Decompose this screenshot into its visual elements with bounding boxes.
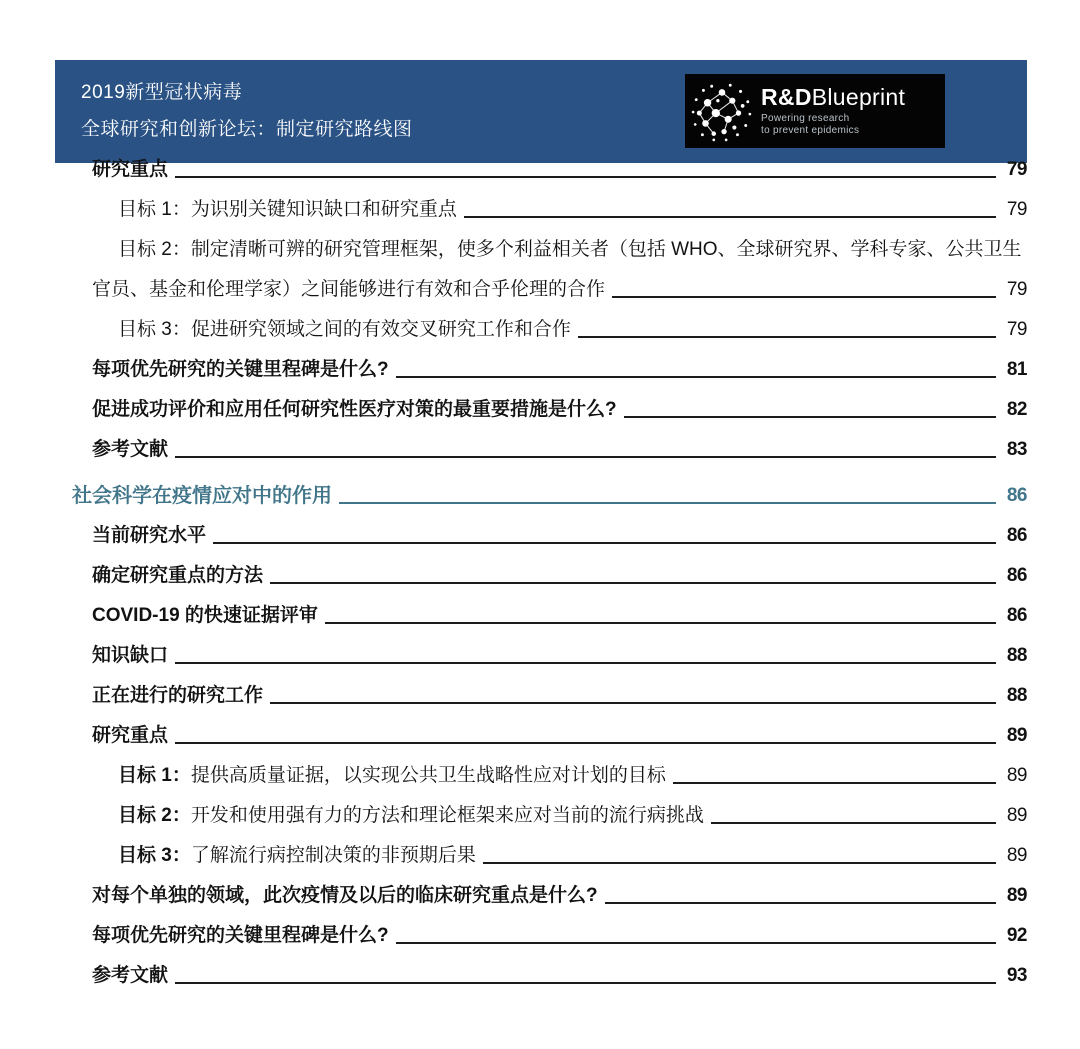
toc-leader-line [175,662,996,664]
toc-leader-line [396,942,996,944]
logo-tagline-line1: Powering research [761,113,850,124]
logo-brand-rd: R&D [761,84,812,110]
toc-entry-label: 当前研究水平 [92,525,207,546]
toc-entry[interactable] [55,588,1027,628]
toc-leader-line [711,822,996,824]
document-title [81,74,413,148]
toc-page-number: 86 [1006,565,1027,586]
toc-entry-goal-prefix: 目标 2： [118,805,191,826]
toc-leader-line [483,862,996,864]
toc-entry[interactable] [55,462,1027,508]
toc-entry-label: 研究重点 [92,725,169,746]
toc-entry[interactable] [55,948,1027,988]
toc-page-number: 79 [1006,279,1027,300]
toc-entry-text [92,685,263,708]
toc-page-number: 79 [1006,319,1027,340]
toc-page-number: 81 [1006,359,1027,380]
logo-brand-name [761,85,905,110]
toc-entry[interactable] [55,828,1027,868]
toc-leader-line [673,782,996,784]
toc-entry-label: 知识缺口 [92,645,169,666]
toc-entry[interactable] [55,422,1027,462]
toc-leader-line [270,702,996,704]
toc-entry-text [92,925,389,948]
toc-entry[interactable] [55,668,1027,708]
toc-entry[interactable] [55,302,1027,342]
toc-entry[interactable] [55,628,1027,668]
toc-page-number: 88 [1006,645,1027,666]
toc-entry-text [118,765,666,788]
toc-entry-text [92,359,389,382]
toc-entry-label: 研究重点 [92,159,169,180]
toc-entry-text: 官员、基金和伦理学家）之间能够进行有效和合乎伦理的合作 [92,279,606,300]
toc-entry-label: 参考文献 [92,439,169,460]
toc-entry[interactable] [55,748,1027,788]
toc-page-number: 82 [1006,399,1027,420]
toc-entry-label: 促进成功评价和应用任何研究性医疗对策的最重要措施是什么? [92,399,617,420]
toc-leader-line [175,456,996,458]
toc-entry-label: COVID-19 的快速证据评审 [92,605,318,626]
toc-entry-label: 每项优先研究的关键里程碑是什么? [92,359,389,380]
toc-entry[interactable] [55,222,1027,262]
toc-leader-line [325,622,996,624]
toc-entry-continuation[interactable] [55,262,1027,302]
toc-entry-text [92,439,168,462]
toc-page-number: 89 [1006,885,1027,906]
toc-entry[interactable] [55,342,1027,382]
toc-entry-goal-prefix: 目标 1： [118,765,191,786]
toc-entry-label: 了解流行病控制决策的非预期后果 [190,845,476,866]
toc-entry-text [92,605,318,628]
toc-leader-line [396,376,996,378]
toc-leader-line [464,216,996,218]
toc-leader-line [175,176,996,178]
toc-page-number: 79 [1006,159,1027,180]
logo-text-block [761,85,905,137]
toc-page-number: 79 [1006,199,1027,220]
toc-entry[interactable] [55,788,1027,828]
toc-entry[interactable] [55,142,1027,182]
toc-entry-label: 目标 1：为识别关键知识缺口和研究重点 [118,199,457,220]
toc-page-number: 86 [1006,605,1027,626]
toc-page-number: 93 [1006,965,1027,986]
toc-leader-line [578,336,996,338]
toc-leader-line [612,296,996,298]
logo-tagline-line2: to prevent epidemics [761,125,860,136]
toc-entry-label: 对每个单独的领域，此次疫情及以后的临床研究重点是什么? [92,885,598,906]
toc-leader-line [175,982,996,984]
toc-entry[interactable] [55,908,1027,948]
toc-entry[interactable] [55,382,1027,422]
toc-entry-text [118,319,571,342]
toc-entry-text [118,845,476,868]
toc-page-number: 88 [1006,685,1027,706]
toc-entry[interactable] [55,548,1027,588]
rd-blueprint-logo [685,74,945,148]
toc-entry-label: 确定研究重点的方法 [92,565,264,586]
toc-entry-text [92,525,206,548]
toc-entry-label: 目标 2：制定清晰可辨的研究管理框架，使多个利益相关者（包括 WHO、全球研究界、学科专家、公共卫生 [118,239,1022,260]
toc-entry-text [92,725,168,748]
toc-entry-text [118,199,457,222]
toc-page-number: 86 [1006,525,1027,546]
toc-entry[interactable] [55,708,1027,748]
toc-page-number: 89 [1006,765,1027,786]
toc-entry-label: 正在进行的研究工作 [92,685,264,706]
toc-entry-text [92,645,168,668]
toc-entry[interactable] [55,508,1027,548]
toc-page-number: 89 [1006,845,1027,866]
network-sphere-logo-graphic [689,78,755,144]
toc-page-number: 83 [1006,439,1027,460]
logo-brand-blueprint: Blueprint [811,84,906,110]
toc-page-number: 86 [1006,485,1027,506]
toc-entry-text [118,805,704,828]
toc-entry-text [118,239,1022,262]
toc-leader-line [339,502,996,504]
document-title-line2: 全球研究和创新论坛：制定研究路线图 [81,119,413,140]
toc-entry-text [92,965,168,988]
toc-entry-label: 开发和使用强有力的方法和理论框架来应对当前的流行病挑战 [190,805,704,826]
toc-entry-text [92,885,598,908]
toc-entry-label: 每项优先研究的关键里程碑是什么? [92,925,389,946]
toc-page-number: 89 [1006,805,1027,826]
toc-entry[interactable] [55,182,1027,222]
toc-entry-text [92,399,617,422]
toc-entry-text [92,565,263,588]
toc-page-number: 92 [1006,925,1027,946]
toc-leader-line [175,742,996,744]
toc-entry-text [92,159,168,182]
toc-entry-label: 社会科学在疫情应对中的作用 [72,485,332,507]
document-title-line1: 2019新型冠状病毒 [81,82,243,103]
toc-entry-label: 提供高质量证据，以实现公共卫生战略性应对计划的目标 [190,765,666,786]
toc-page-number: 89 [1006,725,1027,746]
toc-entry[interactable] [55,868,1027,908]
toc-entry-label: 目标 3：促进研究领域之间的有效交叉研究工作和合作 [118,319,571,340]
toc-entry-goal-prefix: 目标 3： [118,845,191,866]
toc-entry-label: 参考文献 [92,965,169,986]
table-of-contents [55,142,1027,988]
toc-entry-text [72,485,332,508]
toc-leader-line [605,902,996,904]
toc-leader-line [213,542,996,544]
toc-leader-line [624,416,996,418]
logo-tagline [761,113,905,137]
toc-leader-line [270,582,996,584]
